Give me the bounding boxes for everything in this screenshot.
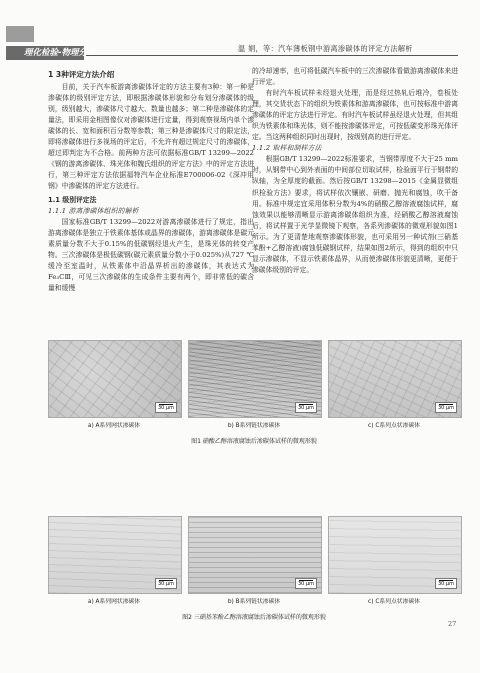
figure-1 bbox=[48, 340, 460, 450]
left-column bbox=[48, 66, 254, 294]
micrograph-a bbox=[48, 516, 182, 594]
micrograph-c bbox=[328, 516, 462, 594]
paragraph-1-1-2: 根据GB/T 13299—2022标准要求，当钢带厚度不大于25 mm时，从钢带中心到外表面的中间部位切取试样，检验面平行于钢带的纵轴，为全厚度的截面。然后按GB/T 13298—2015《金属显微组织检验方法》要求，将试样依次镶嵌、研磨、抛光和腐蚀，吹干备用。标准中规定宜采用体积分数为4%的硝酸乙醇溶液腐蚀试样，腐蚀效果以能够清晰显示游离渗碳体组织为准，经硝酸乙醇溶液腐蚀后，将试样置于光学显微镜下观察，各系列渗碳体的微观形貌如图1所示。为了更清楚地观察渗碳体形貌，也可采用另一种试剂(三硝基苯酚+乙醇溶液)腐蚀低碳钢试样，结果如图2所示，得到的组织中只显示渗碳体，不显示铁素体晶界，从而使渗碳体形貌更清晰，更便于渗碳体级别的评定。 bbox=[252, 155, 458, 274]
subcaption-a: a) A系列网状渗碳体 bbox=[87, 423, 141, 429]
figure-2 bbox=[48, 516, 460, 626]
subsection-heading-1-1: 1.1 级别评定法 bbox=[48, 195, 97, 204]
subcaption-c: c) C系列点状渗碳体 bbox=[368, 599, 420, 605]
anneal-paragraph: 有时汽车板试样未经退火处理，而是经过热轧后堆冷，卷板处理，其交货状态下的组织为铁素体和游离渗碳体，也可按标准中游离渗碳体的评定方法进行评定。有时汽车板试样虽经退火处理，但其组织为铁素体和珠光体，则不能按渗碳体评定，可按低碳变形珠光体评定。当这两种组织同时出现时，按级别高的进行评定。 bbox=[252, 89, 458, 142]
logo-block bbox=[6, 26, 34, 42]
running-title: 温 娟，等：汽车薄板钢中游离渗碳体的评定方法解析 bbox=[238, 44, 413, 53]
subcaption-a: a) A系列网状渗碳体 bbox=[87, 599, 141, 605]
micrograph-c bbox=[328, 340, 462, 418]
right-column bbox=[252, 66, 458, 276]
page-number: 27 bbox=[448, 620, 457, 628]
paragraph-1-1-1: 国家标准GB/T 13299—2022对游离渗碳体进行了规定，指出游离渗碳体是独立于铁素体基体或晶界的渗碳体，游离渗碳体是碳元素质量分数不大于0.15%的低碳钢经退火产生，是珠光体的转变产物。三次渗碳体是极低碳钢(碳元素质量分数小于0.025%)从727 ℃缓冷至室温时，从铁素体中沿晶界析出的渗碳体，其表达式为Fe₃CⅢ，可见三次渗碳体的生成条件主要有两个，即非常低的碳含量和缓慢 bbox=[48, 217, 254, 292]
scale-bar: 30 μm bbox=[295, 402, 317, 413]
micrograph-b bbox=[188, 516, 322, 594]
journal-logo bbox=[6, 20, 96, 62]
figure-caption: 图2 三硝基苯酚乙醇溶液腐蚀后渗碳体试样的微观形貌 bbox=[182, 614, 326, 621]
subcaption-c: c) C系列点状渗碳体 bbox=[368, 423, 420, 429]
scale-bar: 30 μm bbox=[435, 402, 457, 413]
subsection-heading-1-1-2: 1.1.2 取样和制样方法 bbox=[252, 144, 322, 153]
scale-bar: 30 μm bbox=[295, 578, 317, 589]
continued-paragraph: 的冷却速率，也可将低碳汽车板中的三次渗碳体看做游离渗碳体来进行评定。 bbox=[252, 67, 458, 87]
scale-bar: 30 μm bbox=[155, 402, 177, 413]
subcaption-b: b) B系列链状渗碳体 bbox=[227, 423, 281, 429]
intro-paragraph: 目前，关于汽车板游离渗碳体评定的方法主要有3种：第一种是渗碳体的级别评定方法，即根据渗碳体形貌和分布划分渗碳体的级别，级别越大，渗碳体尺寸越大、数量也越多；第二种是渗碳体的定量法，即采用金相图像仪对渗碳体进行定量，得到观察视场内单个渗碳体的长、宽和面积百分数等参数；第三种是渗碳体尺寸的限定法，即将渗碳体进行多视场的评定后，不允许有超过规定尺寸的渗碳体，超过即判定为不合格。前两种方法可依据标准GB/T 13299—2022《钢的游离渗碳体、珠光体和魏氏组织的评定方法》中的评定方法进行，第三种评定方法依据福特汽车企业标准E700006-02《深冲用钢》中渗碳体的评定方法进行。 bbox=[48, 83, 254, 191]
subsection-heading-1-1-1: 1.1.1 游离渗碳体组织的解析 bbox=[48, 206, 139, 215]
figure-caption: 图1 硝酸乙醇溶液腐蚀后渗碳体试样的微观形貌 bbox=[191, 438, 317, 445]
scale-bar: 30 μm bbox=[155, 578, 177, 589]
subcaption-b: b) B系列链状渗碳体 bbox=[227, 599, 281, 605]
section-title: 1 3种评定方法介绍 bbox=[48, 70, 115, 79]
header-divider bbox=[86, 55, 458, 56]
scale-bar: 30 μm bbox=[435, 578, 457, 589]
micrograph-b bbox=[188, 340, 322, 418]
micrograph-a bbox=[48, 340, 182, 418]
journal-logo-text: 理化检验-物理分册 bbox=[24, 48, 96, 58]
